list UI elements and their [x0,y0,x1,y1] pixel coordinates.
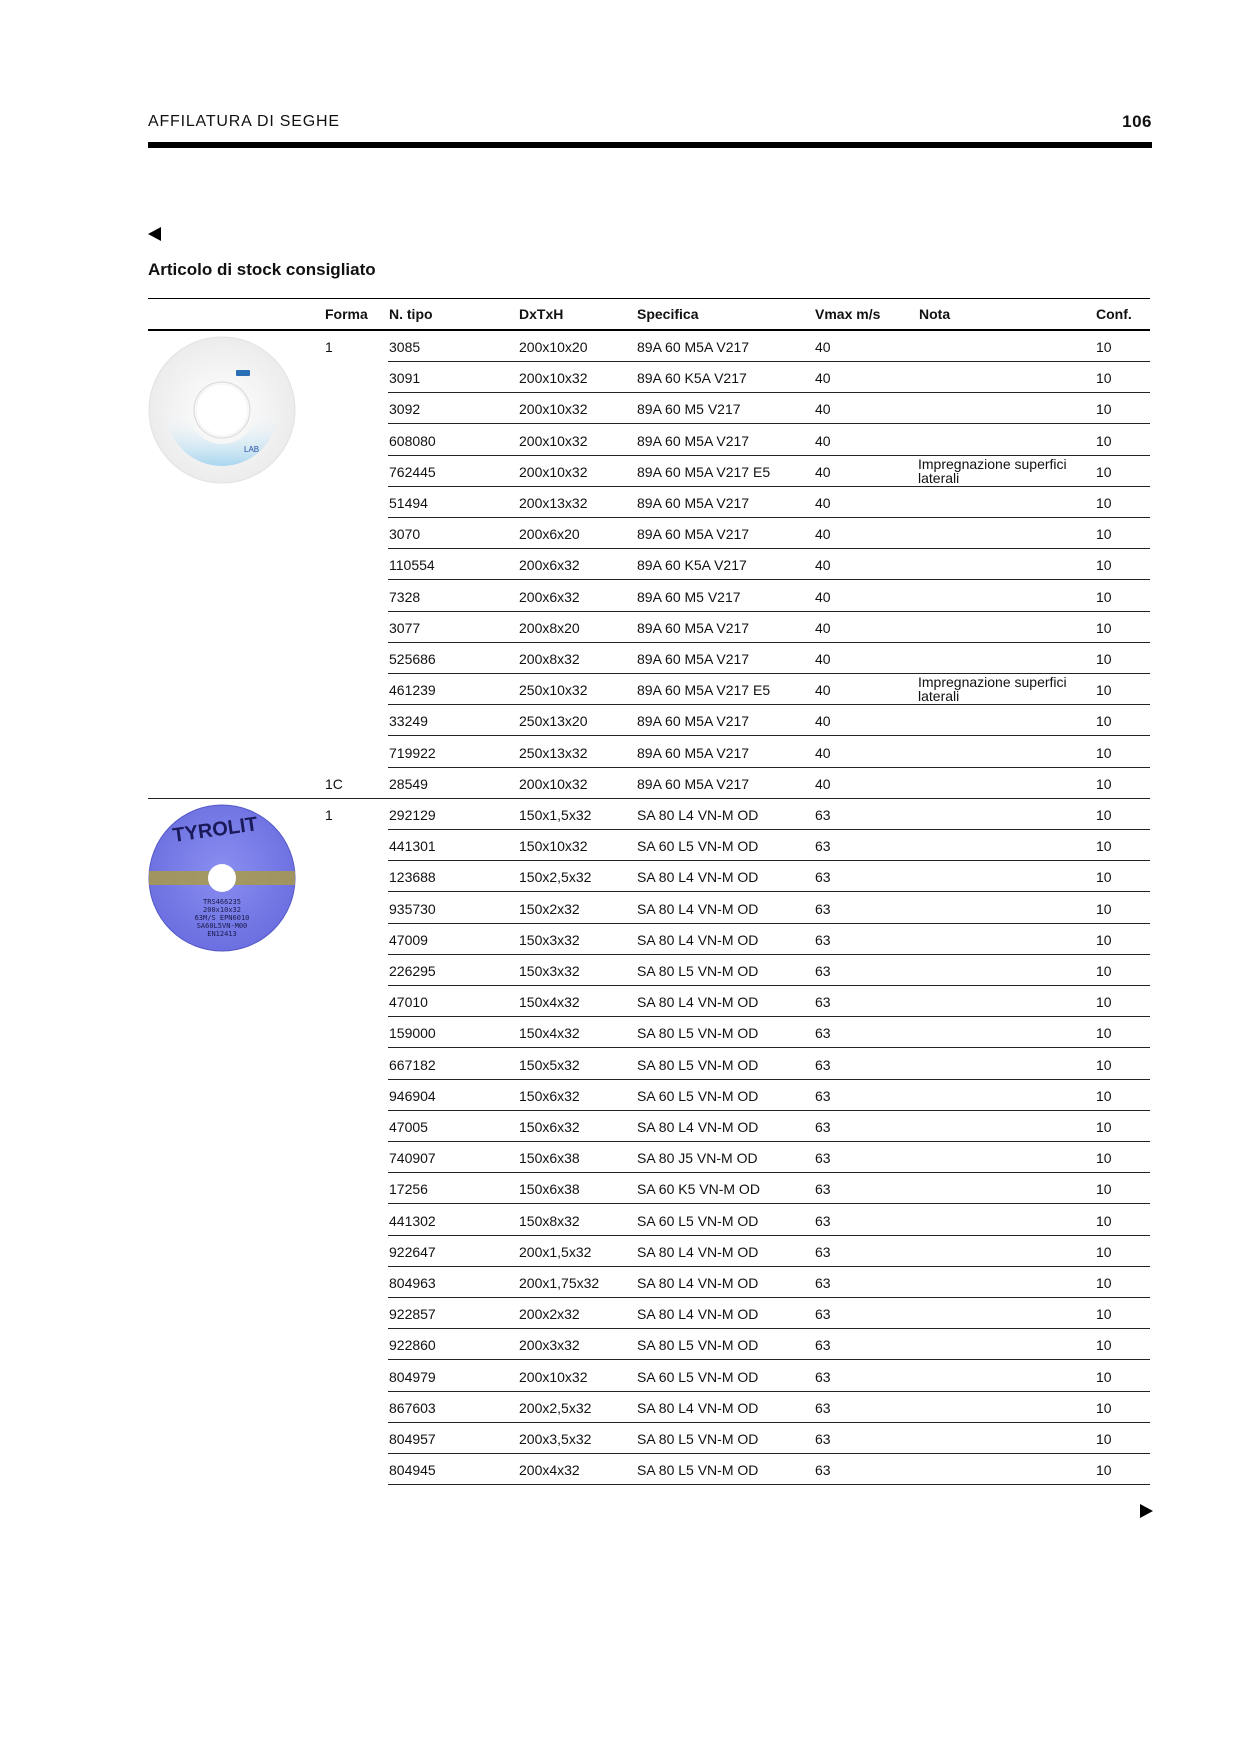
cell-vmax: 63 [815,932,831,948]
cell-specifica: SA 80 L5 VN-M OD [637,963,759,979]
cell-specifica: SA 60 L5 VN-M OD [637,838,759,854]
table-row [388,1049,1150,1080]
cell-vmax: 63 [815,994,831,1010]
table-row [388,1080,1150,1111]
cell-dxtxh: 200x6x32 [519,557,580,573]
cell-dxtxh: 150x6x38 [519,1181,580,1197]
cell-tipo: 47010 [389,994,428,1010]
cell-dxtxh: 150x3x32 [519,932,580,948]
cell-tipo: 441302 [389,1213,436,1229]
cell-conf: 10 [1096,776,1112,792]
cell-tipo: 51494 [389,495,428,511]
cell-conf: 10 [1096,1462,1112,1478]
cell-dxtxh: 150x10x32 [519,838,588,854]
table-row [388,1298,1150,1329]
cell-tipo: 3077 [389,620,421,636]
cell-specifica: SA 80 L5 VN-M OD [637,1337,759,1353]
cell-vmax: 40 [815,713,831,729]
cell-dxtxh: 150x2,5x32 [519,869,592,885]
cell-specifica: 89A 60 M5A V217 E5 [637,682,771,698]
cell-conf: 10 [1096,464,1112,480]
cell-vmax: 63 [815,901,831,917]
cell-vmax: 40 [815,370,831,386]
cell-tipo: 159000 [389,1025,436,1041]
cell-conf: 10 [1096,1088,1112,1104]
cell-conf: 10 [1096,651,1112,667]
cell-conf: 10 [1096,1119,1112,1135]
cell-tipo: 47009 [389,932,428,948]
cell-conf: 10 [1096,1150,1112,1166]
cell-specifica: SA 80 L4 VN-M OD [637,1306,759,1322]
table-row [388,1142,1150,1173]
column-header-tipo: N. tipo [389,306,433,322]
cell-tipo: 110554 [389,557,435,573]
cell-dxtxh: 200x10x32 [519,464,588,480]
cell-dxtxh: 150x6x32 [519,1088,580,1104]
table-row [388,425,1150,456]
cell-specifica: SA 80 L4 VN-M OD [637,807,759,823]
cell-specifica: SA 80 L5 VN-M OD [637,1057,759,1073]
cell-conf: 10 [1096,745,1112,761]
cell-conf: 10 [1096,1244,1112,1260]
tyrolit-logo-text: TYROLIT [171,813,260,847]
cell-vmax: 40 [815,495,831,511]
cell-dxtxh: 150x8x32 [519,1213,580,1229]
cell-tipo: 804963 [389,1275,436,1291]
table-row [388,1329,1150,1360]
cell-forma: 1C [325,776,343,792]
cell-specifica: SA 80 L4 VN-M OD [637,901,759,917]
table-row [388,487,1150,518]
cell-specifica: 89A 60 K5A V217 [637,370,747,386]
cell-dxtxh: 200x2,5x32 [519,1400,592,1416]
cell-specifica: 89A 60 M5 V217 [637,401,741,417]
cell-tipo: 804979 [389,1369,436,1385]
table-row [388,830,1150,861]
table-row [388,1423,1150,1454]
cell-vmax: 63 [815,1306,831,1322]
cell-specifica: SA 80 L5 VN-M OD [637,1431,759,1447]
table-row [388,893,1150,924]
cell-vmax: 63 [815,1337,831,1353]
cell-vmax: 63 [815,1181,831,1197]
cell-vmax: 63 [815,1431,831,1447]
cell-tipo: 17256 [389,1181,428,1197]
cell-tipo: 667182 [389,1057,436,1073]
cell-tipo: 441301 [389,838,436,854]
cell-tipo: 922857 [389,1306,436,1322]
column-header-specifica: Specifica [637,306,699,322]
cell-tipo: 525686 [389,651,436,667]
cell-vmax: 63 [815,869,831,885]
cell-vmax: 40 [815,464,831,480]
cell-conf: 10 [1096,682,1112,698]
cell-tipo: 3085 [389,339,421,355]
cell-vmax: 40 [815,589,831,605]
cell-conf: 10 [1096,1275,1112,1291]
cell-conf: 10 [1096,994,1112,1010]
cell-conf: 10 [1096,713,1112,729]
wheel-label-line: TRS466235 [203,898,241,906]
cell-specifica: SA 60 L5 VN-M OD [637,1213,759,1229]
cell-specifica: SA 80 L4 VN-M OD [637,1400,759,1416]
table-row [388,1236,1150,1267]
table-row [388,581,1150,612]
table-header [148,299,1150,331]
wheel-label-line: EN12413 [207,930,237,938]
table-row [388,1111,1150,1142]
cell-vmax: 63 [815,1275,831,1291]
cell-dxtxh: 200x8x32 [519,651,580,667]
cell-vmax: 40 [815,526,831,542]
previous-page-arrow-icon[interactable] [148,227,161,241]
table-row [388,986,1150,1017]
cell-conf: 10 [1096,1369,1112,1385]
cell-specifica: SA 80 L5 VN-M OD [637,1462,759,1478]
white-wheel-label: LAB [244,445,260,454]
cell-vmax: 63 [815,1213,831,1229]
table-row [388,643,1150,674]
cell-vmax: 63 [815,807,831,823]
cell-conf: 10 [1096,370,1112,386]
table-row [388,518,1150,549]
blue-grinding-wheel-icon [148,804,296,952]
cell-dxtxh: 250x13x20 [519,713,588,729]
cell-dxtxh: 200x3x32 [519,1337,580,1353]
cell-conf: 10 [1096,1213,1112,1229]
wheel-label-line: 200x10x32 [203,906,241,914]
cell-dxtxh: 200x10x32 [519,1369,588,1385]
table-row [388,768,1150,799]
cell-dxtxh: 200x6x32 [519,589,580,605]
cell-tipo: 804945 [389,1462,436,1478]
page-number: 106 [1122,112,1152,131]
cell-dxtxh: 200x1,75x32 [519,1275,600,1291]
cell-specifica: SA 80 L4 VN-M OD [637,1244,759,1260]
cell-specifica: 89A 60 M5A V217 [637,651,750,667]
cell-vmax: 63 [815,1057,831,1073]
cell-conf: 10 [1096,1025,1112,1041]
cell-specifica: 89A 60 M5A V217 [637,745,750,761]
cell-dxtxh: 150x1,5x32 [519,807,592,823]
cell-dxtxh: 250x13x32 [519,745,588,761]
cell-vmax: 63 [815,1088,831,1104]
cell-tipo: 3070 [389,526,421,542]
cell-dxtxh: 150x6x38 [519,1150,580,1166]
cell-tipo: 226295 [389,963,436,979]
cell-conf: 10 [1096,495,1112,511]
cell-vmax: 63 [815,1025,831,1041]
cell-vmax: 63 [815,1244,831,1260]
cell-conf: 10 [1096,339,1112,355]
cell-dxtxh: 150x6x32 [519,1119,580,1135]
cell-vmax: 40 [815,776,831,792]
cell-vmax: 40 [815,557,831,573]
cell-conf: 10 [1096,526,1112,542]
header-title: AFFILATURA DI SEGHE [148,113,340,130]
table-row [388,674,1150,705]
cell-specifica: SA 80 L4 VN-M OD [637,869,759,885]
cell-tipo: 33249 [389,713,428,729]
cell-specifica: SA 80 L4 VN-M OD [637,1275,759,1291]
cell-tipo: 740907 [389,1150,436,1166]
cell-tipo: 946904 [389,1088,436,1104]
table-row [388,1173,1150,1204]
table-row [388,612,1150,643]
cell-specifica: 89A 60 M5A V217 E5 [637,464,771,480]
cell-tipo: 123688 [389,869,436,885]
cell-dxtxh: 200x10x32 [519,433,588,449]
cell-conf: 10 [1096,589,1112,605]
cell-tipo: 3092 [389,401,421,417]
table-row [388,1454,1150,1485]
cell-specifica: SA 80 L4 VN-M OD [637,932,759,948]
cell-tipo: 3091 [389,370,421,386]
cell-conf: 10 [1096,620,1112,636]
wheel-label-line: 63M/S EPN6010 [194,914,250,922]
cell-dxtxh: 200x1,5x32 [519,1244,592,1260]
table-row [388,955,1150,986]
cell-nota: Impregnazione superfici laterali [918,674,1067,704]
table-row [388,1267,1150,1298]
cell-vmax: 40 [815,620,831,636]
cell-tipo: 922860 [389,1337,436,1353]
cell-tipo: 292129 [389,807,436,823]
cell-specifica: 89A 60 M5A V217 [637,713,750,729]
cell-tipo: 47005 [389,1119,428,1135]
cell-dxtxh: 150x3x32 [519,963,580,979]
cell-vmax: 40 [815,651,831,667]
cell-tipo: 7328 [389,589,421,605]
column-header-dxtxh: DxTxH [519,306,564,322]
cell-conf: 10 [1096,1181,1112,1197]
cell-dxtxh: 200x2x32 [519,1306,580,1322]
cell-dxtxh: 200x10x32 [519,370,588,386]
table-row [388,362,1150,393]
cell-conf: 10 [1096,1431,1112,1447]
cell-forma: 1 [325,339,333,355]
column-header-conf: Conf. [1096,306,1132,322]
cell-specifica: 89A 60 M5A V217 [637,620,750,636]
cell-forma: 1 [325,807,333,823]
header-rule [148,142,1152,148]
cell-dxtxh: 200x3,5x32 [519,1431,592,1447]
cell-specifica: 89A 60 K5A V217 [637,557,747,573]
cell-conf: 10 [1096,1057,1112,1073]
cell-vmax: 63 [815,1400,831,1416]
table-row [388,799,1150,830]
cell-tipo: 867603 [389,1400,436,1416]
cell-nota: Impregnazione superfici laterali [918,456,1067,486]
cell-conf: 10 [1096,557,1112,573]
table-row [388,393,1150,424]
column-header-forma: Forma [325,306,368,322]
cell-specifica: 89A 60 M5A V217 [637,776,750,792]
cell-conf: 10 [1096,838,1112,854]
white-grinding-wheel-icon [148,336,296,484]
column-header-vmax: Vmax m/s [815,306,881,322]
table-row [388,1205,1150,1236]
cell-conf: 10 [1096,869,1112,885]
table-row [388,861,1150,892]
cell-vmax: 63 [815,1150,831,1166]
cell-specifica: SA 80 L4 VN-M OD [637,1119,759,1135]
section-title: Articolo di stock consigliato [148,260,376,279]
cell-vmax: 40 [815,339,831,355]
cell-vmax: 40 [815,745,831,761]
cell-specifica: 89A 60 M5A V217 [637,339,750,355]
cell-tipo: 804957 [389,1431,436,1447]
cell-dxtxh: 150x5x32 [519,1057,580,1073]
cell-dxtxh: 200x10x32 [519,776,588,792]
cell-vmax: 63 [815,838,831,854]
cell-dxtxh: 250x10x32 [519,682,588,698]
table-row [388,1392,1150,1423]
cell-vmax: 63 [815,963,831,979]
cell-conf: 10 [1096,901,1112,917]
next-page-arrow-icon[interactable] [1140,1504,1153,1518]
cell-vmax: 63 [815,1369,831,1385]
cell-conf: 10 [1096,807,1112,823]
cell-specifica: SA 60 K5 VN-M OD [637,1181,760,1197]
cell-dxtxh: 200x8x20 [519,620,580,636]
cell-conf: 10 [1096,401,1112,417]
cell-tipo: 28549 [389,776,428,792]
cell-tipo: 719922 [389,745,436,761]
cell-vmax: 63 [815,1119,831,1135]
table-row [388,705,1150,736]
table-row [388,549,1150,580]
table-row [388,331,1150,362]
cell-dxtxh: 200x6x20 [519,526,580,542]
cell-conf: 10 [1096,963,1112,979]
cell-specifica: SA 60 L5 VN-M OD [637,1369,759,1385]
cell-tipo: 762445 [389,464,436,480]
cell-specifica: SA 60 L5 VN-M OD [637,1088,759,1104]
cell-vmax: 40 [815,433,831,449]
cell-tipo: 608080 [389,433,436,449]
cell-specifica: 89A 60 M5A V217 [637,433,750,449]
column-header-nota: Nota [919,306,951,322]
cell-dxtxh: 200x10x32 [519,401,588,417]
cell-specifica: 89A 60 M5A V217 [637,495,750,511]
cell-specifica: SA 80 J5 VN-M OD [637,1150,758,1166]
cell-specifica: SA 80 L4 VN-M OD [637,994,759,1010]
table-row [388,1361,1150,1392]
cell-conf: 10 [1096,1400,1112,1416]
cell-dxtxh: 200x13x32 [519,495,588,511]
cell-conf: 10 [1096,433,1112,449]
cell-tipo: 922647 [389,1244,436,1260]
cell-specifica: 89A 60 M5 V217 [637,589,741,605]
cell-dxtxh: 150x4x32 [519,994,580,1010]
table-row [388,1017,1150,1048]
table-row [388,456,1150,487]
table-row [388,737,1150,768]
cell-dxtxh: 200x10x20 [519,339,588,355]
wheel-label-line: SA60L5VN-M00 [196,922,248,930]
cell-vmax: 40 [815,682,831,698]
cell-specifica: 89A 60 M5A V217 [637,526,750,542]
cell-dxtxh: 150x2x32 [519,901,580,917]
cell-conf: 10 [1096,1337,1112,1353]
cell-conf: 10 [1096,932,1112,948]
table-row [388,924,1150,955]
group-separator [148,798,1150,799]
cell-dxtxh: 150x4x32 [519,1025,580,1041]
cell-dxtxh: 200x4x32 [519,1462,580,1478]
cell-vmax: 40 [815,401,831,417]
cell-vmax: 63 [815,1462,831,1478]
cell-tipo: 461239 [389,682,436,698]
cell-tipo: 935730 [389,901,436,917]
cell-conf: 10 [1096,1306,1112,1322]
cell-specifica: SA 80 L5 VN-M OD [637,1025,759,1041]
